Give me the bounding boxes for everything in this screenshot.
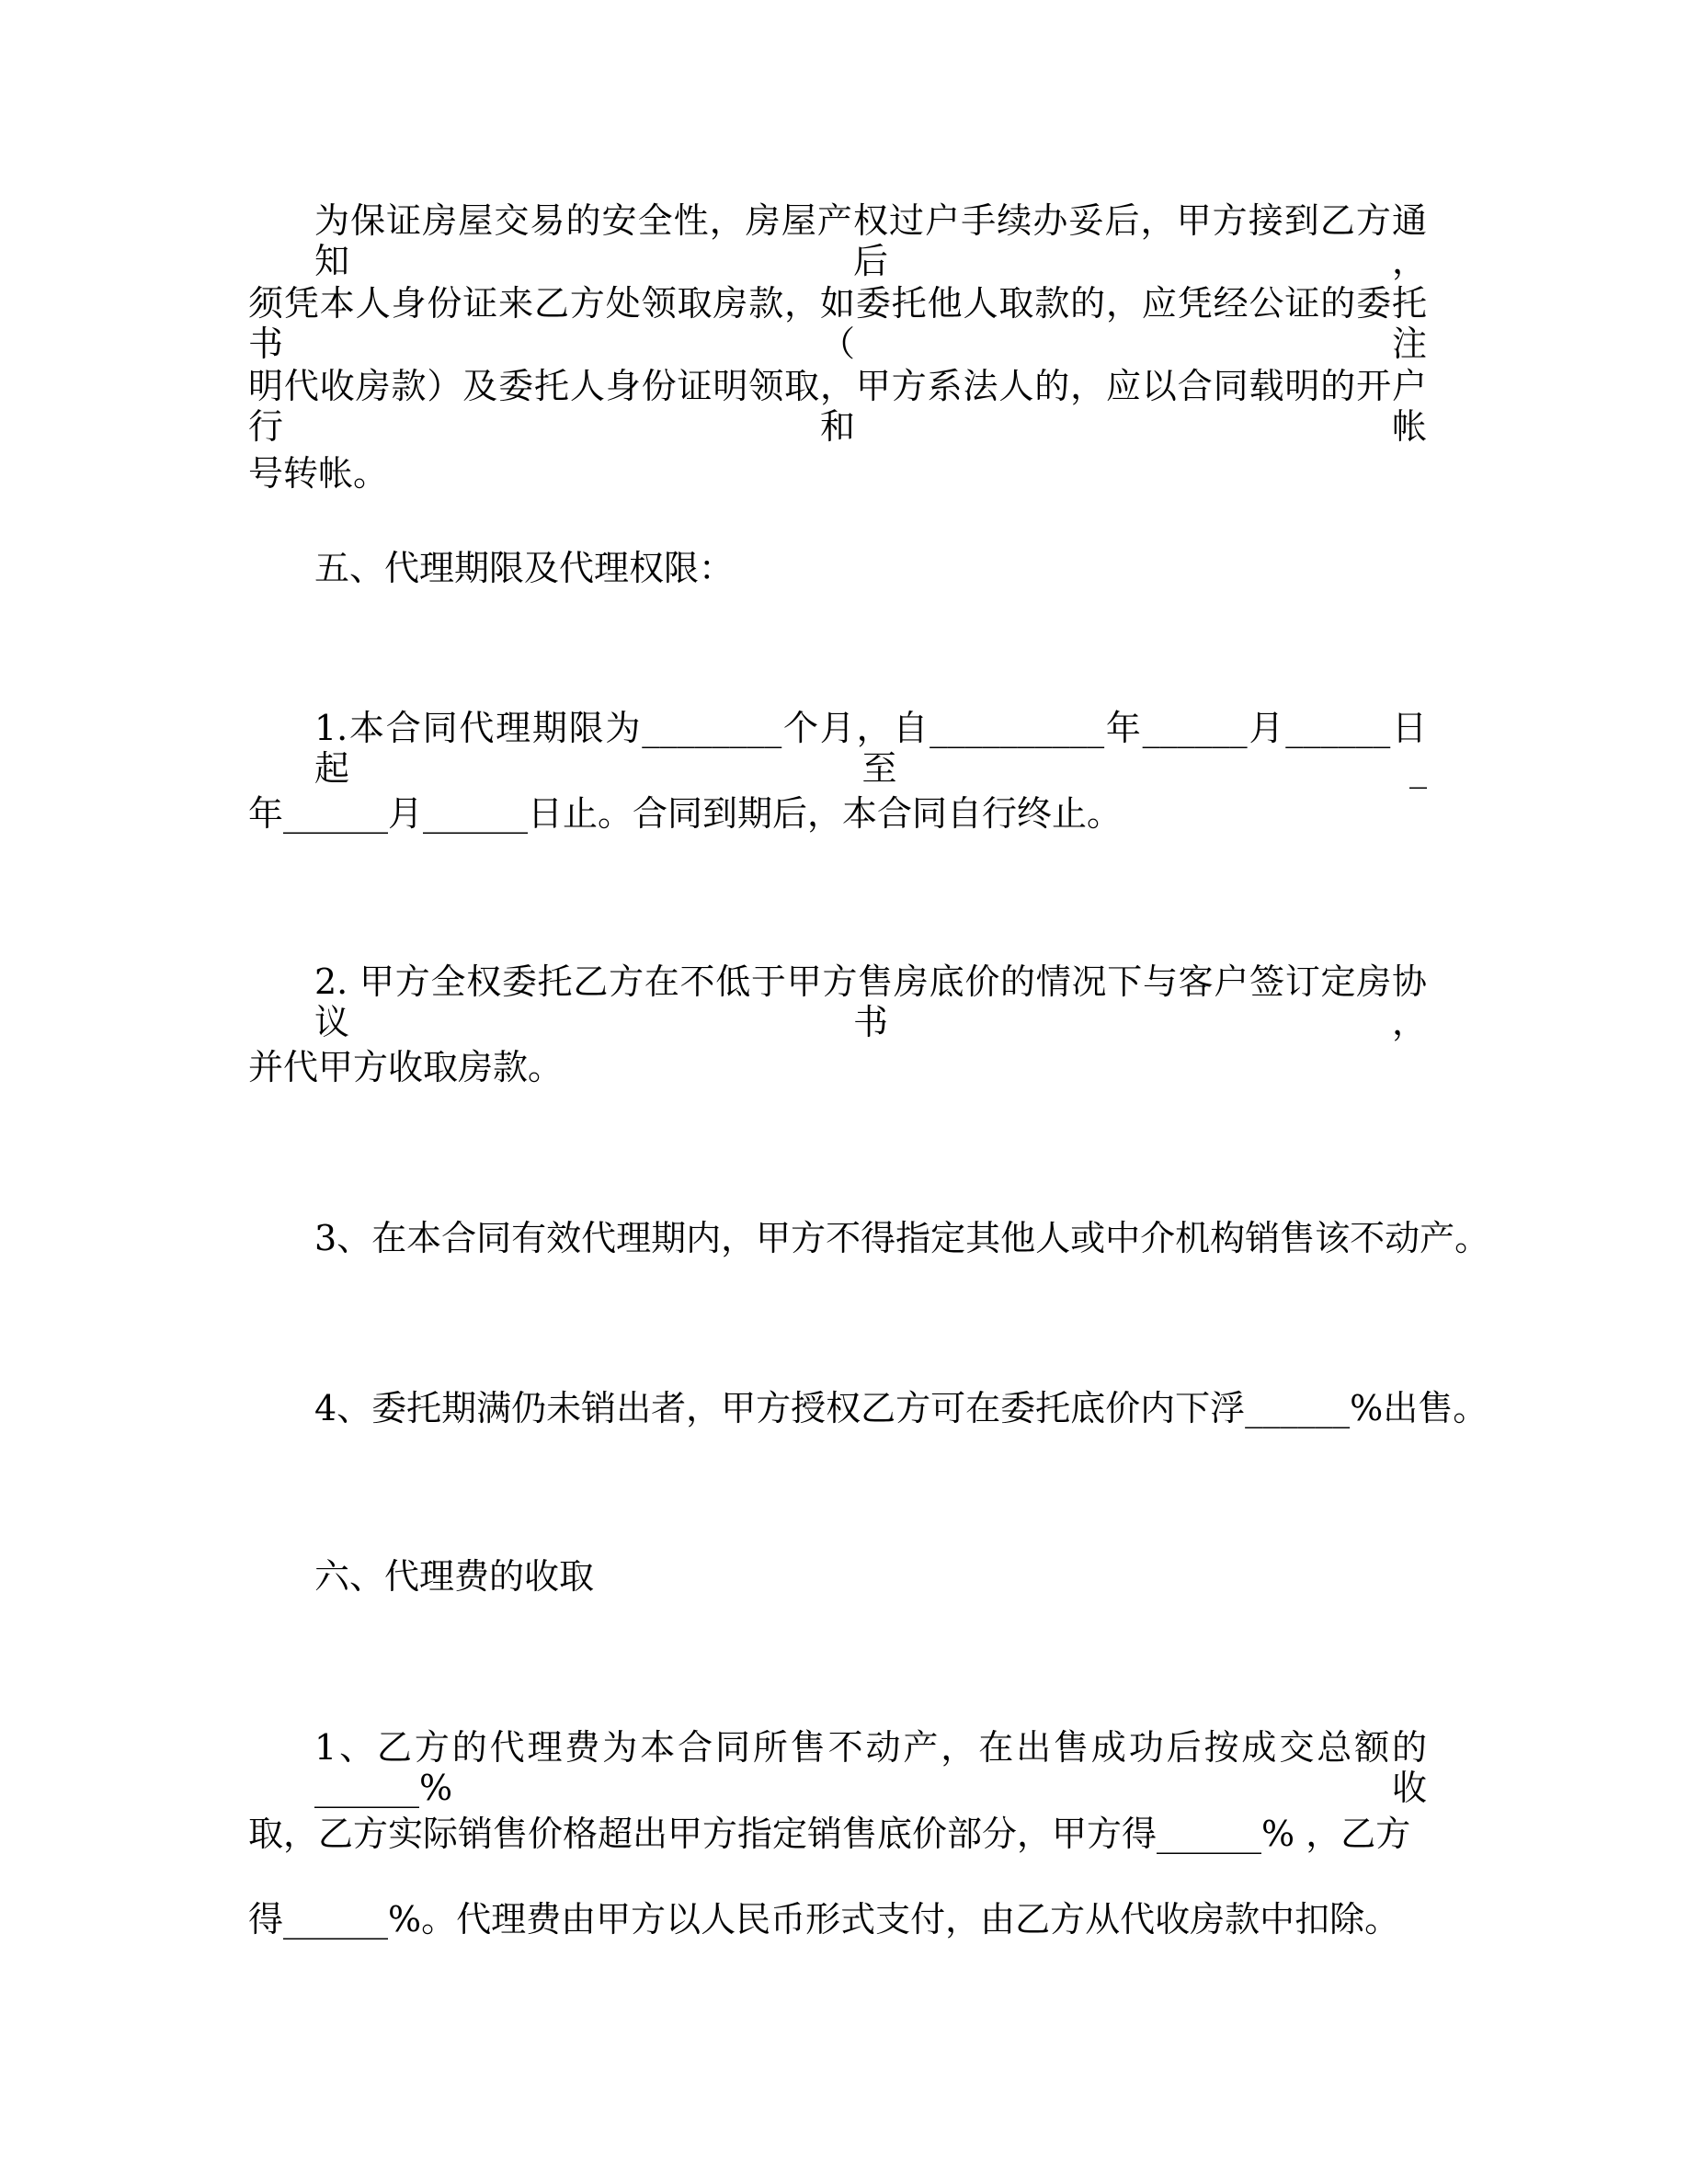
clause-6-1-line: 1、乙方的代理费为本合同所售不动产，在出售成功后按成交总额的______%收	[314, 1727, 1427, 1808]
paragraph-line: 为保证房屋交易的安全性，房屋产权过户手续办妥后，甲方接到乙方通知后，	[314, 200, 1427, 281]
clause-5-1-line: 1.本合同代理期限为________个月，自__________年______月______日起至_	[314, 708, 1427, 789]
paragraph-line: 须凭本人身份证来乙方处领取房款，如委托他人取款的，应凭经公证的委托书（注	[248, 283, 1427, 364]
clause-6-1-line: 取，乙方实际销售价格超出甲方指定销售底价部分，甲方得______% ，乙方	[248, 1814, 1411, 1854]
paragraph-line: 号转帐。	[248, 453, 389, 494]
clause-5-1-line: 年______月______日止。合同到期后，本合同自行终止。	[248, 793, 1123, 834]
clause-5-4: 4、委托期满仍未销出者，甲方授权乙方可在委托底价内下浮______%出售。	[314, 1388, 1488, 1428]
paragraph-line: 明代收房款）及委托人身份证明领取，甲方系法人的，应以合同载明的开户行和帐	[248, 366, 1427, 447]
clause-5-2-line: 2. 甲方全权委托乙方在不低于甲方售房底价的情况下与客户签订定房协议书，	[314, 961, 1427, 1042]
section-heading-6: 六、代理费的收取	[314, 1556, 595, 1597]
clause-5-3: 3、在本合同有效代理期内，甲方不得指定其他人或中介机构销售该不动产。	[314, 1218, 1490, 1258]
clause-5-2-line: 并代甲方收取房款。	[248, 1047, 564, 1087]
section-heading-5: 五、代理期限及代理权限：	[314, 548, 735, 588]
clause-6-1-line: 得______%。代理费由甲方以人民币形式支付，由乙方从代收房款中扣除。	[248, 1899, 1400, 1939]
